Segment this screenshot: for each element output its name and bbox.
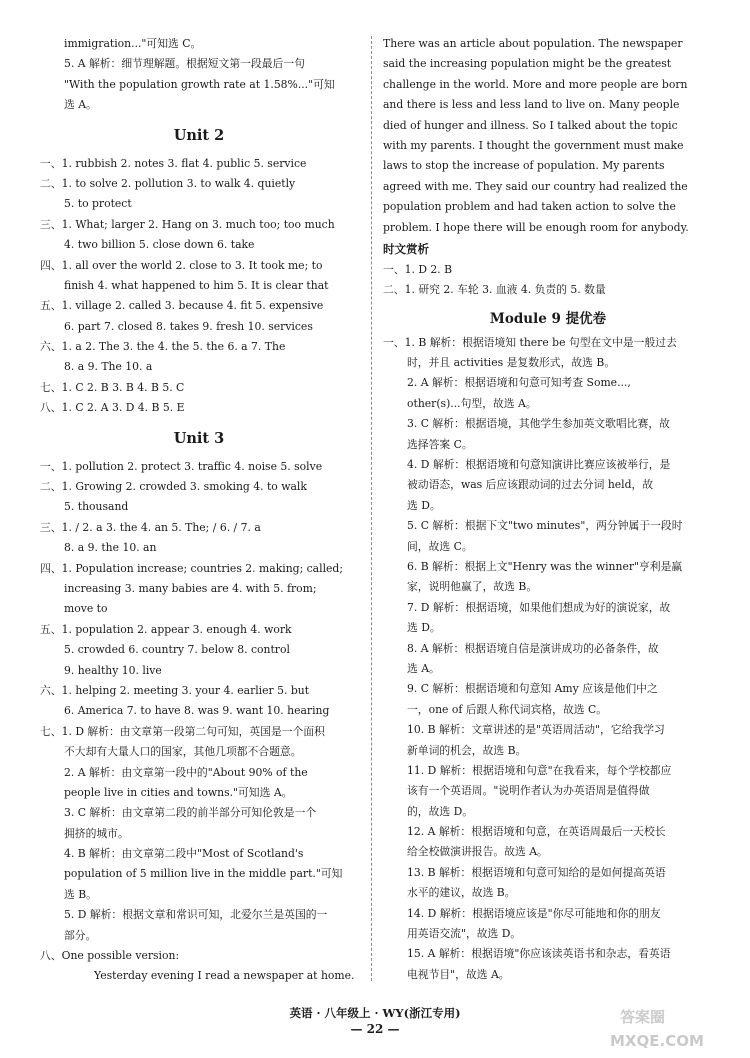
- footer-book-label: 英语 · 八年级上 · WY(浙江专用): [289, 1006, 461, 1020]
- answer-line: 14. D 解析：根据语境应该是"你尽可能地和你的朋友: [407, 906, 661, 920]
- reading-section-title: 时文赏析: [383, 241, 429, 256]
- essay-line: There was an article about population. The newspaper: [383, 37, 683, 50]
- answer-line: 该有一个英语周。"说明作者认为办英语周是值得做: [407, 784, 650, 798]
- answer-line: 5. thousand: [64, 500, 129, 514]
- watermark-line-1: 答案圈: [620, 1008, 666, 1026]
- text-line: 5. A 解析：细节理解题。根据短文第一段最后一句: [64, 57, 305, 71]
- answer-line: 选 A。: [407, 661, 440, 675]
- page-number: — 22 —: [350, 1022, 400, 1036]
- essay-block: [383, 34, 713, 238]
- answer-line: 五、1. population 2. appear 3. enough 4. work: [40, 622, 292, 636]
- essay-line: with my parents. I thought the government must make: [383, 138, 684, 152]
- essay-line: agreed with me. They said our country had realized the: [383, 179, 688, 193]
- answer-line: 8. a 9. The 10. a: [64, 360, 153, 374]
- answer-line: 时，并且 activities 是复数形式，故选 B。: [407, 356, 616, 370]
- text-line: immigration..."可知选 C。: [64, 37, 202, 50]
- left-top-block: [40, 34, 358, 116]
- answer-line: 被动语态，was 后应该跟动词的过去分词 held，故: [407, 478, 654, 492]
- answer-line: 5. crowded 6. country 7. below 8. control: [64, 643, 290, 657]
- answer-line: 5. to protect: [64, 197, 132, 211]
- answer-line: 选 D。: [407, 621, 441, 635]
- answer-line: 一，one of 后跟人称代词宾格，故选 C。: [407, 702, 608, 716]
- answer-line: 一、1. pollution 2. protect 3. traffic 4. noise 5. solve: [40, 459, 323, 473]
- answer-line: 二、1. Growing 2. crowded 3. smoking 4. to walk: [40, 480, 307, 494]
- watermark-logo: [600, 1000, 740, 1055]
- reading-section-answers: [383, 260, 713, 301]
- answer-line: 6. America 7. to have 8. was 9. want 10. hearing: [64, 704, 330, 718]
- answer-line: 电视节目"，故选 A。: [407, 967, 510, 981]
- answer-line: 拥挤的城市。: [64, 826, 129, 840]
- answer-line: 选 D。: [407, 498, 441, 512]
- answer-line: 选择答案 C。: [407, 437, 473, 451]
- answer-line: 一、1. D 2. B: [383, 262, 453, 276]
- module-9-answers: [383, 333, 713, 986]
- essay-line: and there is less and less land to live on. Many people: [383, 98, 680, 112]
- answer-line: 12. A 解析：根据语境和句意，在英语周最后一天校长: [407, 825, 666, 839]
- column-divider: [371, 36, 372, 981]
- right-column: [383, 34, 713, 985]
- answer-line: 六、1. a 2. The 3. the 4. the 5. the 6. a 7. The: [40, 340, 286, 354]
- answer-line: 给全校做演讲报告。故选 A。: [407, 845, 548, 859]
- text-line: 选 A。: [64, 98, 97, 112]
- answer-line: 的，故选 D。: [407, 804, 474, 818]
- unit-2-title: Unit 2: [173, 126, 225, 144]
- answer-line: 一、1. rubbish 2. notes 3. flat 4. public 5. service: [40, 156, 307, 170]
- answer-line: other(s)...句型，故选 A。: [407, 396, 537, 410]
- answer-line: 八、One possible version:: [40, 949, 180, 963]
- unit-2-answers: [40, 154, 358, 419]
- answer-line: 部分。: [64, 928, 97, 942]
- answer-line: 用英语交流"，故选 D。: [407, 927, 522, 941]
- answer-line: 选 B。: [64, 887, 97, 901]
- answer-line: 二、1. 研究 2. 车轮 3. 血液 4. 负责的 5. 数量: [383, 283, 606, 297]
- essay-line: said the increasing population might be the greatest: [383, 57, 672, 71]
- watermark-line-2: MXQE.COM: [610, 1032, 704, 1050]
- answer-line: 六、1. helping 2. meeting 3. your 4. earlier 5. but: [40, 683, 310, 697]
- unit-3-answers: [40, 457, 358, 987]
- answer-line: 8. A 解析：根据语境自信是演讲成功的必备条件，故: [407, 641, 659, 655]
- answer-line: 6. part 7. closed 8. takes 9. fresh 10. services: [64, 319, 313, 333]
- answer-line: people live in cities and towns."可知选 A。: [64, 785, 293, 799]
- answer-line: 5. C 解析：根据下文"two minutes"，两分钟属于一段时: [407, 519, 683, 533]
- answer-line: 四、1. Population increase; countries 2. making; called;: [40, 561, 343, 575]
- module-9-title: Module 9 提优卷: [489, 310, 607, 327]
- answer-line: 15. A 解析：根据语境"你应该读英语书和杂志，看英语: [407, 947, 671, 961]
- answer-line: move to: [64, 602, 108, 616]
- answer-line: 七、1. C 2. B 3. B 4. B 5. C: [40, 380, 185, 394]
- answer-line: 五、1. village 2. called 3. because 4. fit 5. expensive: [40, 299, 324, 313]
- answer-line: 八、1. C 2. A 3. D 4. B 5. E: [40, 401, 185, 415]
- answer-line: 3. C 解析：由文章第二段的前半部分可知伦敦是一个: [64, 806, 317, 820]
- answer-line: 10. B 解析：文章讲述的是"英语周活动"，它给我学习: [407, 723, 665, 737]
- answer-line: 三、1. What; larger 2. Hang on 3. much too; too much: [40, 217, 335, 231]
- answer-line: finish 4. what happened to him 5. It is clear that: [64, 278, 329, 292]
- answer-line: 13. B 解析：根据语境和句意可知给的是如何提高英语: [407, 865, 666, 879]
- left-column: [40, 34, 358, 987]
- answer-line: 七、1. D 解析：由文章第一段第二句可知，英国是一个面积: [40, 724, 325, 738]
- answer-line: 3. C 解析：根据语境，其他学生参加英文歌唱比赛，故: [407, 417, 670, 431]
- answer-line: 家，说明他赢了，故选 B。: [407, 580, 538, 594]
- answer-line: 2. A 解析：根据语境和句意可知考查 Some...,: [407, 376, 631, 390]
- answer-line: 四、1. all over the world 2. close to 3. It took me; to: [40, 258, 323, 272]
- answer-line: 4. B 解析：由文章第二段中"Most of Scotland's: [64, 847, 304, 861]
- answer-line: 8. a 9. the 10. an: [64, 541, 157, 555]
- essay-line: laws to stop the increase of population. My parents: [383, 159, 665, 173]
- answer-line: 水平的建议，故选 B。: [407, 886, 516, 900]
- essay-line: challenge in the world. More and more people are born: [383, 77, 688, 91]
- answer-line: 9. healthy 10. live: [64, 663, 162, 677]
- answer-line: 不大却有大量人口的国家，其他几项都不合题意。: [64, 745, 302, 759]
- answer-line: 2. A 解析：由文章第一段中的"About 90% of the: [64, 765, 308, 779]
- answer-line: 4. two billion 5. close down 6. take: [64, 238, 255, 252]
- essay-line: problem. I hope there will be enough room for anybody.: [383, 220, 689, 234]
- essay-line: died of hunger and illness. So I talked about the topic: [383, 118, 678, 132]
- answer-line: 4. D 解析：根据语境和句意知演讲比赛应该被举行，是: [407, 458, 671, 472]
- answer-line: 6. B 解析：根据上文"Henry was the winner"亨利是赢: [407, 559, 683, 573]
- answer-line: 7. D 解析：根据语境，如果他们想成为好的演说家，故: [407, 600, 671, 614]
- answer-line: 11. D 解析：根据语境和句意"在我看来，每个学校都应: [407, 763, 672, 777]
- answer-line: 5. D 解析：根据文章和常识可知，北爱尔兰是英国的一: [64, 908, 328, 922]
- answer-line: 9. C 解析：根据语境和句意知 Amy 应该是他们中之: [407, 682, 658, 696]
- answer-line: 新单词的机会，故选 B。: [407, 743, 527, 757]
- answer-line: 间，故选 C。: [407, 539, 473, 553]
- answer-line: 一、1. B 解析：根据语境知 there be 句型在文中是一般过去: [383, 335, 677, 349]
- answer-line: 二、1. to solve 2. pollution 3. to walk 4. quietly: [40, 176, 296, 190]
- answer-line: 三、1. / 2. a 3. the 4. an 5. The; / 6. / 7. a: [40, 520, 261, 534]
- answer-line: population of 5 million live in the middle part."可知: [64, 867, 343, 881]
- unit-3-title: Unit 3: [173, 429, 225, 447]
- essay-line: population problem and had taken action to solve the: [383, 200, 676, 214]
- answer-line: Yesterday evening I read a newspaper at home.: [94, 969, 355, 983]
- text-line: "With the population growth rate at 1.58%..."可知: [64, 77, 335, 91]
- answer-line: increasing 3. many babies are 4. with 5. from;: [64, 581, 317, 595]
